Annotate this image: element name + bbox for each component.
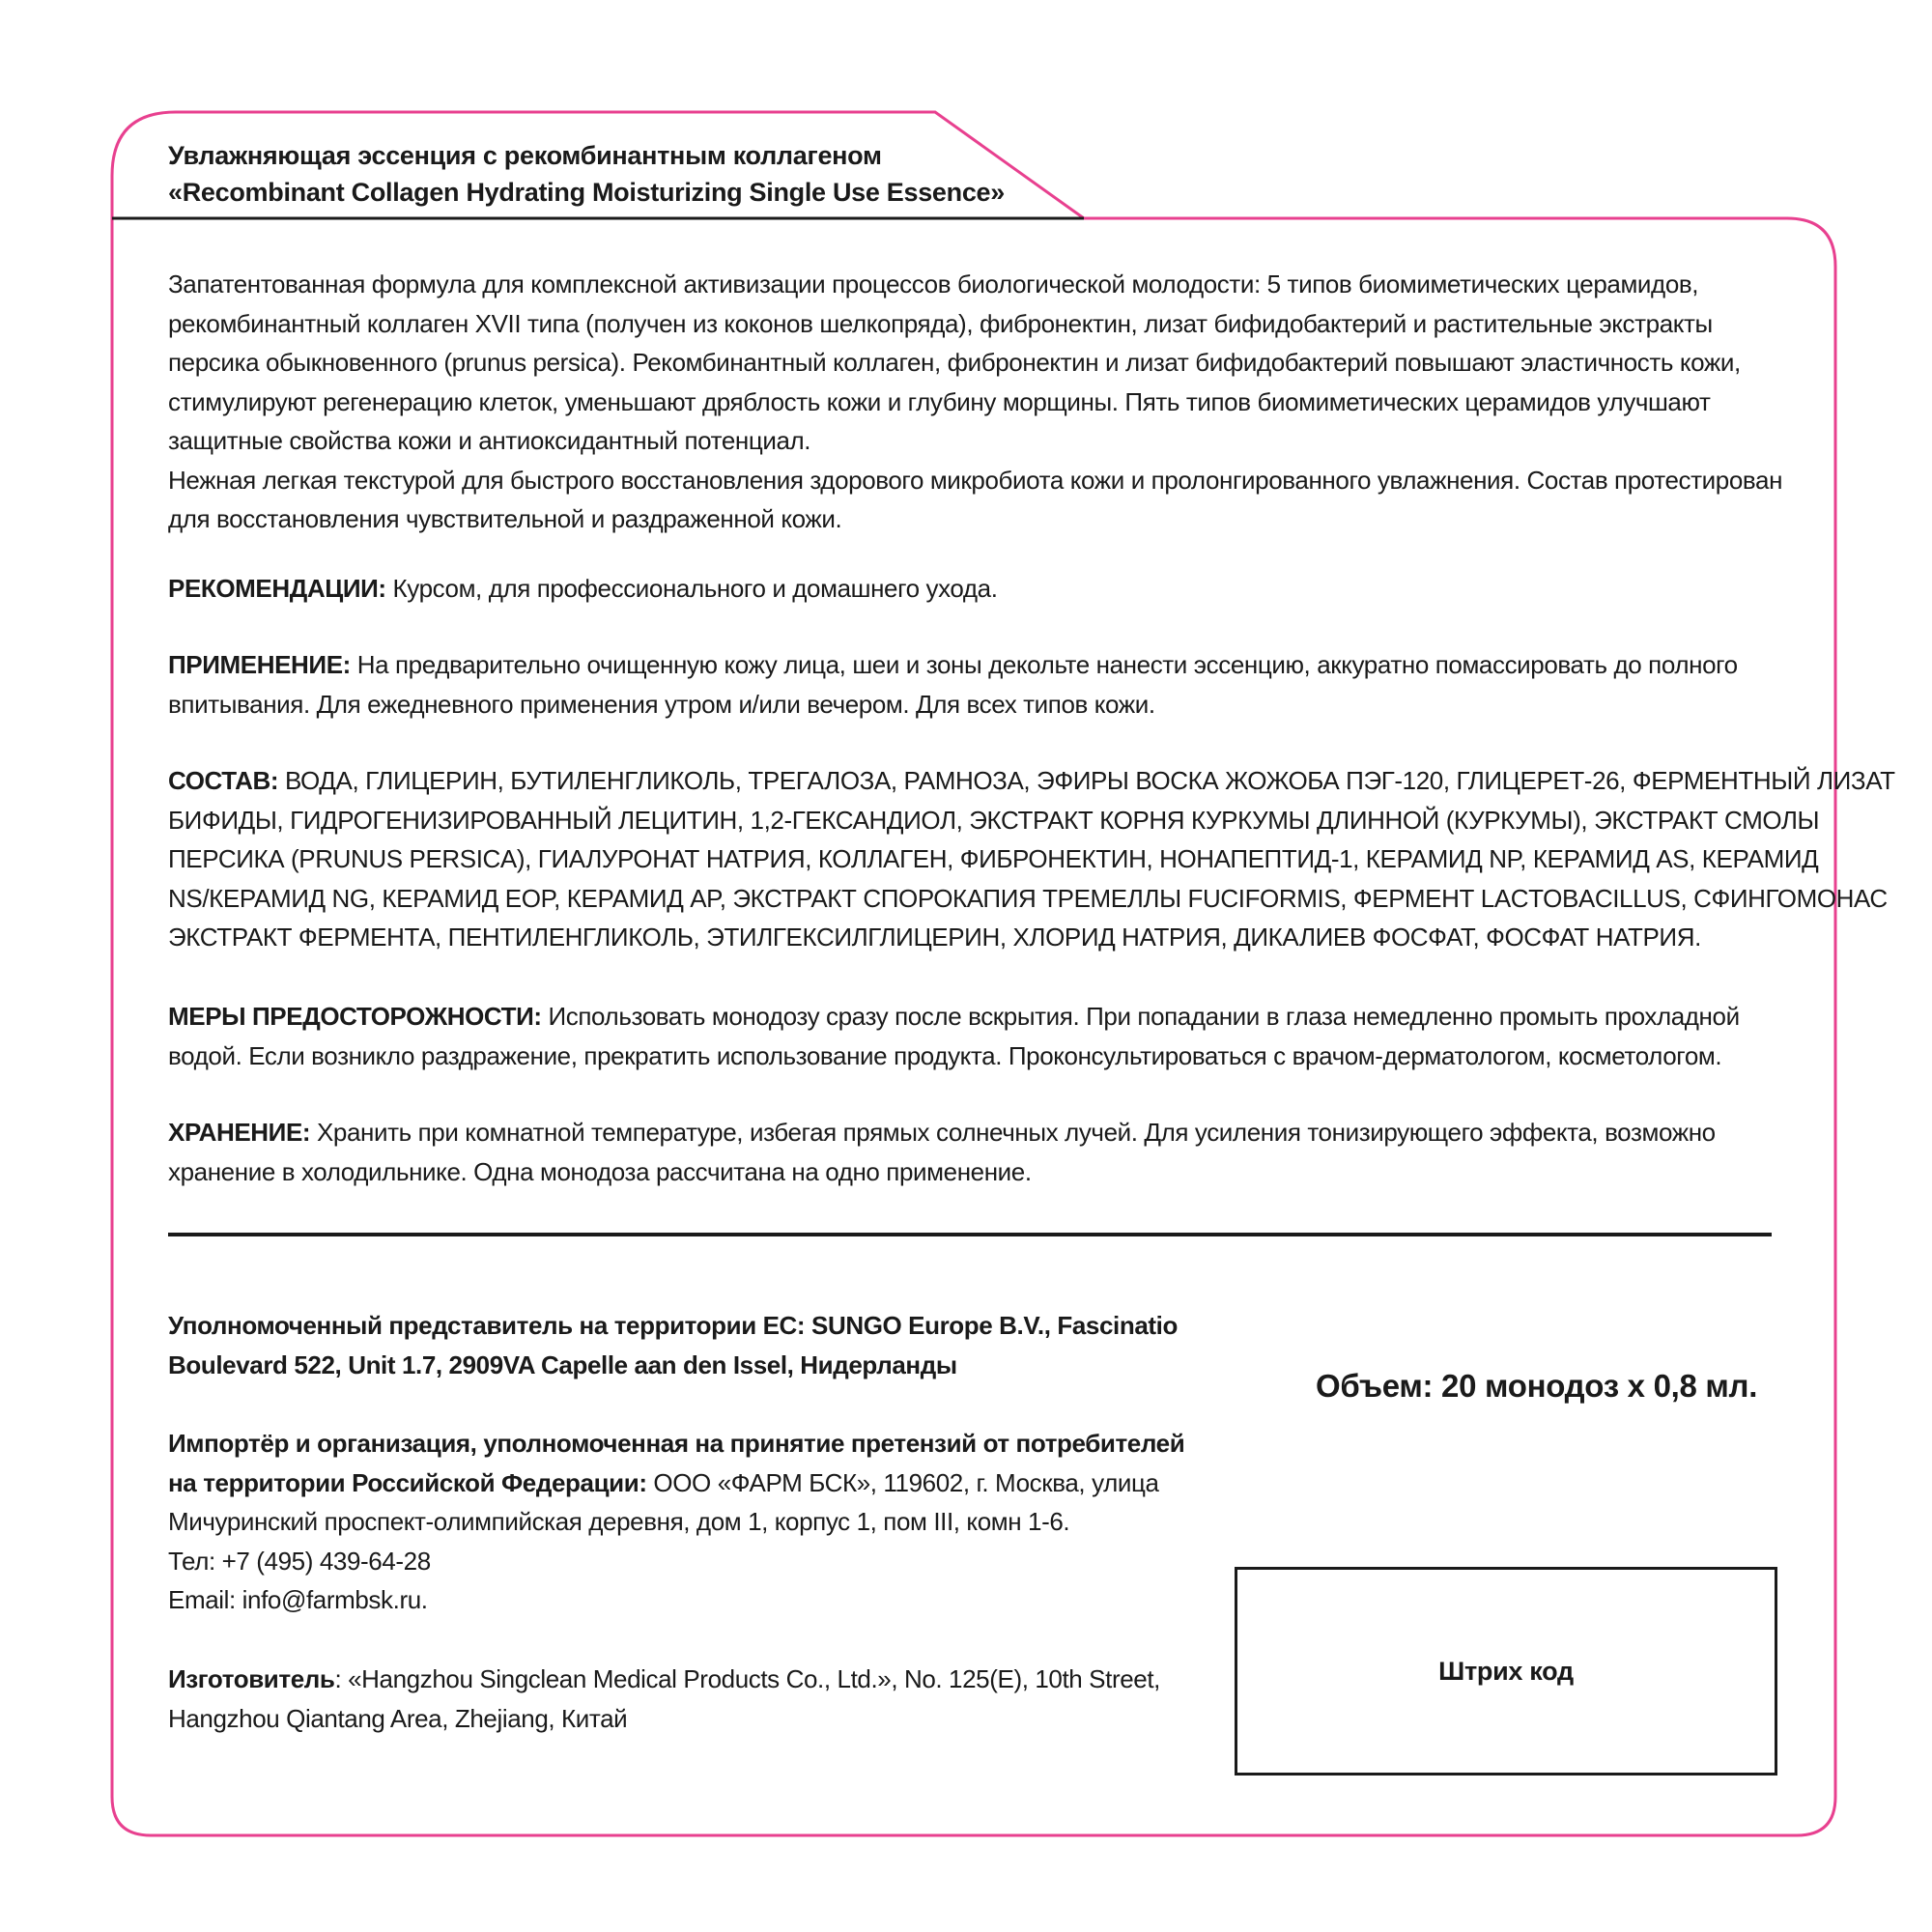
recommendations-text: Курсом, для профессионального и домашнего ухода. [385,574,998,603]
volume-label: Объем: 20 монодоз х 0,8 мл. [1316,1368,1758,1404]
application-label: ПРИМЕНЕНИЕ: [168,650,351,679]
application-line: впитывания. Для ежедневного применения утром и/или вечером. Для всех типов кожи. [168,689,1155,719]
composition-label: СОСТАВ: [168,766,279,795]
composition-line: ПЕРСИКА (PRUNUS PERSICA), ГИАЛУРОНАТ НАТРИЯ, КОЛЛАГЕН, ФИБРОНЕКТИН, НОНАПЕПТИД-1, КЕРАМИД NP, КЕРАМИД AS, КЕРАМИД [168,844,1819,873]
eu-representative [168,1306,1192,1384]
title-english: «Recombinant Collagen Hydrating Moisturizing Single Use Essence» [168,178,1005,207]
importer-label-rf: на территории Российской Федерации: [168,1467,647,1497]
composition-text: ВОДА, ГЛИЦЕРИН, БУТИЛЕНГЛИКОЛЬ, ТРЕГАЛОЗА, РАМНОЗА, ЭФИРЫ ВОСКА ЖОЖОБА ПЭГ-120, ГЛИЦЕРЕТ-26, ФЕРМЕНТНЫЙ ЛИЗАТ [278,766,1895,795]
storage-label: ХРАНЕНИЕ: [168,1118,311,1147]
description-line: защитные свойства кожи и антиоксидантный потенциал. [168,426,811,455]
application-text: На предварительно очищенную кожу лица, шеи и зоны декольте нанести эссенцию, аккуратно помассировать до полного [350,650,1738,679]
section-divider [168,1233,1772,1236]
manufacturer-address: Hangzhou Qiantang Area, Zhejiang, Китай [168,1703,628,1733]
description-line: для восстановления чувствительной и раздраженной кожи. [168,504,842,533]
importer-label: Импортёр и организация, уполномоченная на принятие претензий от потребителей [168,1429,1185,1458]
composition-section [168,761,1895,957]
composition-line: NS/КЕРАМИД NG, КЕРАМИД EOP, КЕРАМИД AP, ЭКСТРАКТ СПОРОКАПИЯ ТРЕМЕЛЛЫ FUCIFORMIS, ФЕРМЕНТ LACTOBACILLUS, СФИНГОМОНАС [168,883,1888,913]
product-title [168,137,1066,211]
importer-address: Мичуринский проспект-олимпийская деревня, дом 1, корпус 1, пом III, комн 1-6. [168,1507,1070,1536]
application-line [168,645,1781,685]
precautions-label: МЕРЫ ПРЕДОСТОРОЖНОСТИ: [168,1002,542,1031]
storage-line [168,1113,1781,1152]
application-section [168,645,1781,724]
importer-info [168,1424,1192,1620]
recommendations-line [168,569,1781,609]
manufacturer-text: : «Hangzhou Singclean Medical Products Co., Ltd.», No. 125(E), 10th Street, [334,1664,1160,1693]
recommendations-label: РЕКОМЕНДАЦИИ: [168,574,386,603]
barcode-label: Штрих код [1438,1656,1574,1686]
description-line: Нежная легкая текстурой для быстрого восстановления здорового микробиота кожи и пролонгированного увлажнения. Состав протестирован [168,465,1783,495]
composition-line: ЭКСТРАКТ ФЕРМЕНТА, ПЕНТИЛЕНГЛИКОЛЬ, ЭТИЛГЕКСИЛГЛИЦЕРИН, ХЛОРИД НАТРИЯ, ДИКАЛИЕВ ФОСФАТ, ФОСФАТ НАТРИЯ. [168,923,1701,952]
manufacturer-line [168,1660,1192,1699]
description-line: Запатентованная формула для комплексной активизации процессов биологической молодости: 5 типов биомиметических церамидов, [168,270,1699,298]
manufacturer-label: Изготовитель [168,1664,335,1693]
precautions-line: водой. Если возникло раздражение, прекратить использование продукта. Проконсультироваться с врачом-дерматологом, косметологом. [168,1040,1722,1070]
recommendations-section [168,569,1781,609]
title-russian: Увлажняющая эссенция с рекомбинантным коллагеном [168,141,882,170]
importer-phone: Тел: +7 (495) 439-64-28 [168,1546,431,1576]
description-line: персика обыкновенного (prunus persica). Рекомбинантный коллаген, фибронектин и лизат бифидобактерий повышают эластичность кожи, [168,348,1741,377]
description-line: стимулируют регенерацию клеток, уменьшают дряблость кожи и глубину морщины. Пять типов биомиметических церамидов улучшают [168,386,1711,416]
composition-line: БИФИДЫ, ГИДРОГЕНИЗИРОВАННЫЙ ЛЕЦИТИН, 1,2-ГЕКСАНДИОЛ, ЭКСТРАКТ КОРНЯ КУРКУМЫ ДЛИННОЙ (КУРКУМЫ), ЭКСТРАКТ СМОЛЫ [168,805,1820,835]
description-paragraph [168,265,1781,539]
manufacturer-info [168,1660,1192,1738]
composition-line [168,761,1895,801]
eu-representative-line: Boulevard 522, Unit 1.7, 2909VA Capelle aan den Issel, Нидерланды [168,1350,957,1379]
precautions-line [168,997,1781,1037]
importer-company: ООО «ФАРМ БСК», 119602, г. Москва, улица [646,1467,1159,1497]
eu-representative-line: Уполномоченный представитель на территории ЕС: SUNGO Europe B.V., Fascinatio [168,1311,1178,1340]
importer-line [168,1463,1192,1503]
precautions-text: Использовать монодозу сразу после вскрытия. При попадании в глаза немедленно промыть прохладной [541,1002,1740,1031]
storage-section [168,1113,1781,1191]
storage-line: хранение в холодильнике. Одна монодоза рассчитана на одно применение. [168,1156,1032,1186]
storage-text: Хранить при комнатной температуре, избегая прямых солнечных лучей. Для усиления тонизирующего эффекта, возможно [310,1118,1716,1147]
precautions-section [168,997,1781,1075]
importer-email: Email: info@farmbsk.ru. [168,1585,428,1614]
description-line: рекомбинантный коллаген XVII типа (получен из коконов шелкопряда), фибронектин, лизат бифидобактерий и растительные экстракты [168,308,1713,338]
barcode-box [1235,1567,1777,1776]
